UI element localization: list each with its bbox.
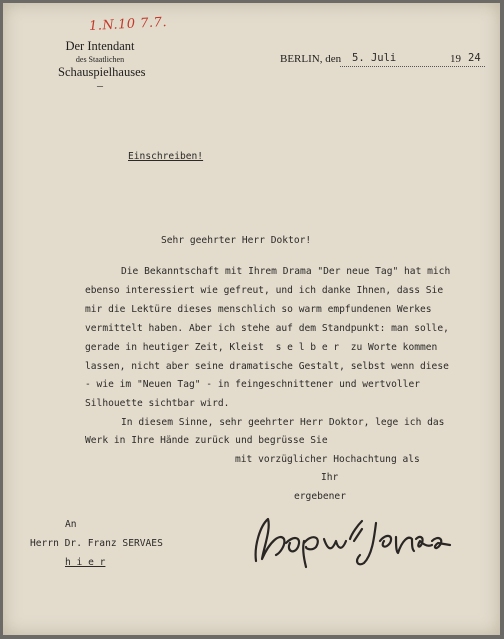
date-year-suffix: 24: [468, 52, 481, 64]
letterhead: [58, 39, 146, 92]
paragraph1-line: Die Bekanntschaft mit Ihrem Drama "Der neue Tag" hat mich: [121, 266, 451, 277]
closing-line: mit vorzüglicher Hochachtung als: [235, 454, 420, 465]
closing-ergebener: ergebener: [294, 491, 346, 502]
paragraph1-line: mir die Lektüre dieses menschlich so warm empfundenen Werkes: [85, 304, 432, 315]
paragraph2-line: Werk in Ihre Hände zurück und begrüsse Sie: [85, 435, 328, 446]
paragraph1-line: gerade in heutiger Zeit, Kleist s e l b e r zu Worte kommen: [85, 342, 438, 353]
letterhead-dash: –: [97, 78, 103, 92]
paragraph1-line: lassen, nicht aber seine dramatische Gestalt, selbst wenn diese: [85, 361, 449, 372]
paragraph2-line: In diesem Sinne, sehr geehrter Herr Doktor, lege ich das: [121, 417, 445, 428]
date-city: BERLIN, den: [280, 53, 342, 65]
recipient-name: Herrn Dr. Franz SERVAES: [30, 538, 163, 549]
date-day-month: 5. Juli: [352, 52, 397, 64]
paragraph1-line: ebenso interessiert wie gefreut, und ich danke Ihnen, dass Sie: [85, 285, 444, 296]
letterhead-subtitle: des Staatlichen: [75, 55, 125, 64]
letter-sheet: [3, 3, 500, 635]
date-dotted-rule: [340, 66, 485, 67]
paragraph1-line: vermittelt haben. Aber ich stehe auf dem Standpunkt: man solle,: [85, 323, 449, 334]
closing-ihr: Ihr: [321, 472, 339, 483]
letterhead-institution: Schauspielhauses: [58, 65, 146, 79]
paragraph1-line: - wie im "Neuen Tag" - in feingeschnittener und wertvoller: [85, 379, 421, 390]
handwritten-reference-note: 1.N.10 7.7.: [88, 14, 168, 35]
paragraph1-line: Silhouette sichtbar wird.: [85, 398, 230, 409]
handwritten-signature: [246, 511, 456, 569]
date-year-prefix: 19: [450, 53, 461, 65]
letterhead-title: Der Intendant: [65, 39, 135, 53]
salutation: Sehr geehrter Herr Doktor!: [161, 235, 312, 246]
recipient-an: An: [65, 519, 77, 530]
recipient-location: h i e r: [65, 557, 106, 568]
registered-mail-notice: Einschreiben!: [128, 151, 204, 162]
